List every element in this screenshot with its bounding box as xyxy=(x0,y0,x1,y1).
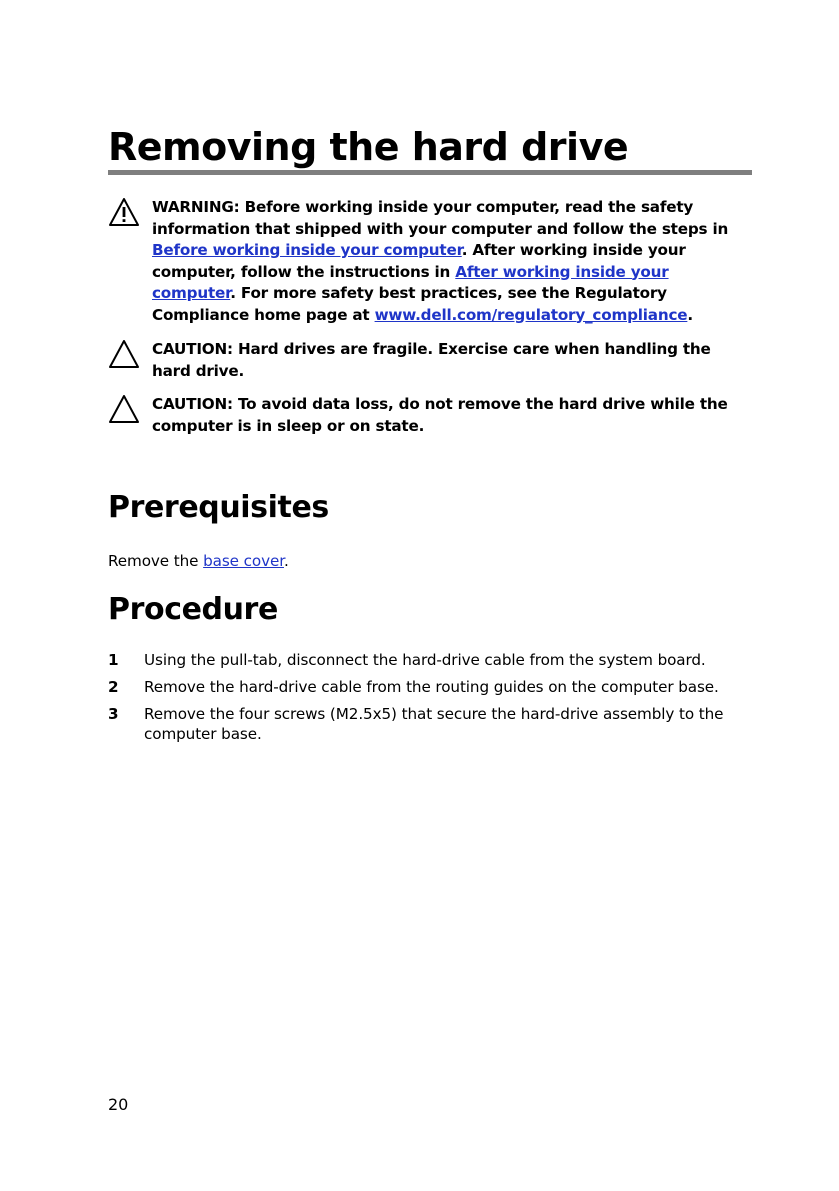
step-number: 2 xyxy=(108,678,119,696)
prerequisites-text xyxy=(108,550,748,572)
caution-text: CAUTION: Hard drives are fragile. Exercise care when handling the hard drive. xyxy=(152,340,711,380)
prerequisites-heading: Prerequisites xyxy=(108,490,329,525)
warning-text-part: . After working inside your computer, follow the instructions in xyxy=(152,241,686,281)
procedure-step xyxy=(108,650,752,670)
warning-text-part: . xyxy=(687,305,693,324)
prerequisites-text-part: . xyxy=(283,552,289,570)
step-text: Remove the hard-drive cable from the routing guides on the computer base. xyxy=(144,678,719,696)
page-number: 20 xyxy=(108,1095,129,1114)
prerequisites-text-part: Remove the xyxy=(108,552,204,570)
procedure-steps xyxy=(108,650,752,751)
procedure-step xyxy=(108,704,752,744)
caution-icon xyxy=(108,339,140,369)
procedure-step xyxy=(108,677,752,697)
caution-icon xyxy=(108,394,140,424)
warning-text-part: WARNING: Before working inside your computer, read the safety information that shipped with your computer and follow the steps in xyxy=(152,198,729,238)
step-number: 1 xyxy=(108,651,119,669)
step-text: Using the pull-tab, disconnect the hard-drive cable from the system board. xyxy=(144,651,706,669)
before-working-link[interactable]: Before working inside your computer xyxy=(152,241,462,259)
title-rule xyxy=(108,170,752,175)
procedure-heading: Procedure xyxy=(108,592,278,627)
regulatory-compliance-link[interactable]: www.dell.com/regulatory_compliance xyxy=(374,305,688,324)
caution-text: CAUTION: To avoid data loss, do not remove the hard drive while the computer is in sleep or on state. xyxy=(152,395,728,435)
base-cover-link[interactable]: base cover xyxy=(203,552,284,570)
step-text: Remove the four screws (M2.5x5) that secure the hard-drive assembly to the computer base. xyxy=(144,705,724,743)
warning-text xyxy=(152,197,754,326)
warning-text-part: . For more safety best practices, see the Regulatory Compliance home page at xyxy=(152,284,667,324)
after-working-link[interactable]: After working inside your computer xyxy=(152,262,669,302)
warning-icon xyxy=(108,197,140,227)
page-title: Removing the hard drive xyxy=(108,125,629,169)
step-number: 3 xyxy=(108,705,119,723)
